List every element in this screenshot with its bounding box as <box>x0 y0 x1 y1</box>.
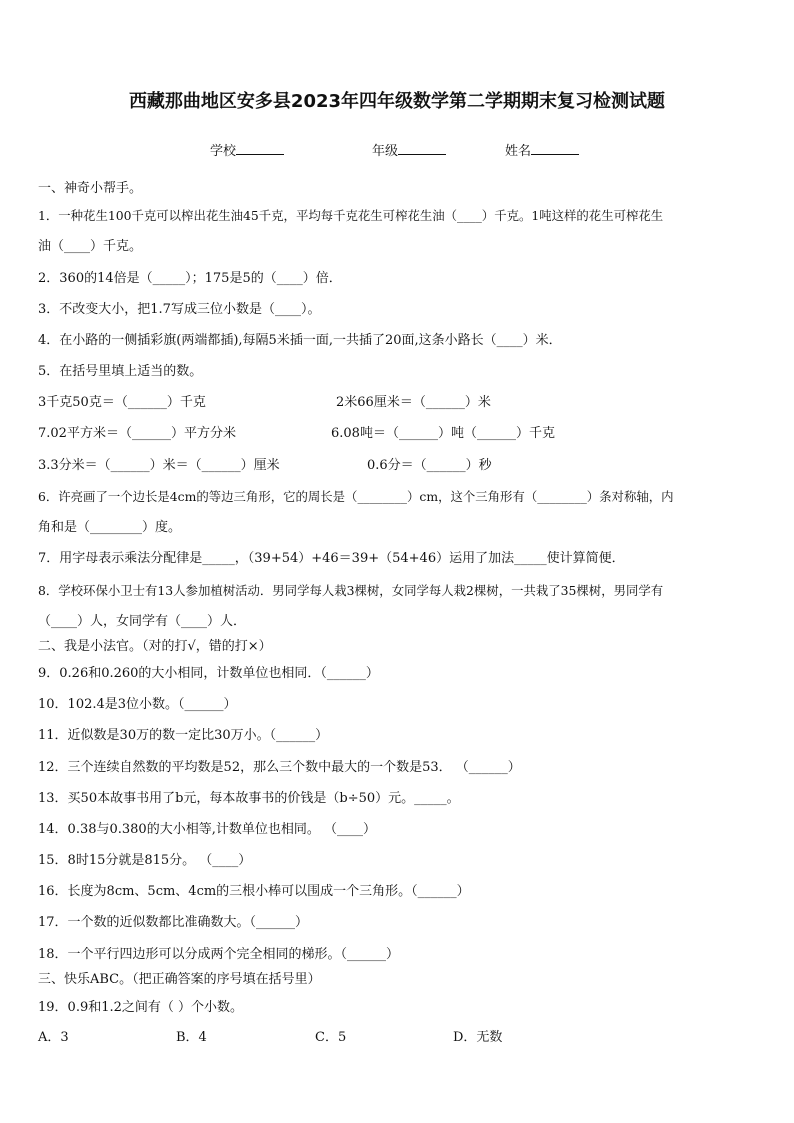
school-blank[interactable] <box>236 140 284 155</box>
page-title: 西藏那曲地区安多县2023年四年级数学第二学期期末复习检测试题 <box>128 91 666 112</box>
question-10: 10．102.4是3位小数。（______） <box>38 697 237 712</box>
question-5-item-1: 3千克50克＝（______）千克 <box>38 395 206 410</box>
question-5-item-3: 7.02平方米＝（______）平方分米 <box>38 426 236 441</box>
question-5-item-4: 6.08吨＝（______）吨（______）千克 <box>331 426 555 441</box>
question-6-line-1: 6．许亮画了一个边长是4cm的等边三角形，它的周长是（________）cm，这个三角形有（________）条对称轴，内 <box>38 489 674 504</box>
question-4: 4．在小路的一侧插彩旗(两端都插),每隔5米插一面,一共插了20面,这条小路长（____）米． <box>38 333 562 348</box>
question-15: 15．8时15分就是815分。 （____） <box>38 853 252 868</box>
question-1-line-1: 1．一种花生100千克可以榨出花生油45千克，平均每千克花生可榨花生油（____）千克。1吨这样的花生可榨花生 <box>38 208 664 223</box>
question-6-line-2: 角和是（________）度。 <box>38 520 182 535</box>
question-1-line-2: 油（____）千克。 <box>38 239 143 254</box>
question-8-line-2: （____）人，女同学有（____）人． <box>38 614 247 629</box>
student-info-row <box>0 140 794 162</box>
section-2-heading: 二、我是小法官。（对的打√，错的打×） <box>38 639 272 654</box>
name-blank[interactable] <box>531 140 579 155</box>
school-label: 学校 <box>210 144 237 159</box>
question-11: 11．近似数是30万的数一定比30万小。（______） <box>38 728 329 743</box>
question-14: 14．0.38与0.380的大小相等,计数单位也相同。 （____） <box>38 822 376 837</box>
option-b[interactable]: B．4 <box>176 1030 207 1045</box>
name-field <box>505 140 579 159</box>
question-5-item-6: 0.6分＝（______）秒 <box>367 458 492 473</box>
question-19: 19．0.9和1.2之间有（ ）个小数。 <box>38 1000 244 1015</box>
option-d[interactable]: D．无数 <box>453 1030 503 1045</box>
name-label: 姓名 <box>505 144 532 159</box>
question-18: 18．一个平行四边形可以分成两个完全相同的梯形。（______） <box>38 947 400 962</box>
question-16: 16．长度为8cm、5cm、4cm的三根小棒可以围成一个三角形。（______） <box>38 884 470 899</box>
question-2: 2．360的14倍是（_____）；175是5的（____）倍． <box>38 271 342 286</box>
question-12: 12．三个连续自然数的平均数是52，那么三个数中最大的一个数是53． （______） <box>38 760 521 775</box>
option-a[interactable]: A．3 <box>38 1030 69 1045</box>
question-7: 7．用字母表示乘法分配律是_____，（39+54）+46＝39+（54+46）运用了加法_____使计算简便． <box>38 551 625 566</box>
question-17: 17．一个数的近似数都比准确数大。（______） <box>38 915 309 930</box>
question-13: 13．买50本故事书用了b元，每本故事书的价钱是（b÷50）元。_____。 <box>38 791 460 806</box>
grade-label: 年级 <box>372 144 399 159</box>
question-8-line-1: 8．学校环保小卫士有13人参加植树活动．男同学每人栽3棵树，女同学每人栽2棵树，一共栽了35棵树，男同学有 <box>38 583 664 598</box>
question-9: 9．0.26和0.260的大小相同，计数单位也相同．（______） <box>38 666 379 681</box>
question-5-item-2: 2米66厘米＝（______）米 <box>336 395 491 410</box>
grade-field <box>372 140 446 159</box>
section-1-heading: 一、神奇小帮手。 <box>38 181 143 196</box>
question-5-item-5: 3.3分米＝（______）米＝（______）厘米 <box>38 458 280 473</box>
section-3-heading: 三、快乐ABC。（把正确答案的序号填在括号里） <box>38 972 321 987</box>
question-5: 5．在括号里填上适当的数。 <box>38 364 203 379</box>
school-field <box>210 140 284 159</box>
question-3: 3．不改变大小，把1.7写成三位小数是（____）。 <box>38 302 321 317</box>
grade-blank[interactable] <box>398 140 446 155</box>
option-c[interactable]: C．5 <box>315 1030 347 1045</box>
